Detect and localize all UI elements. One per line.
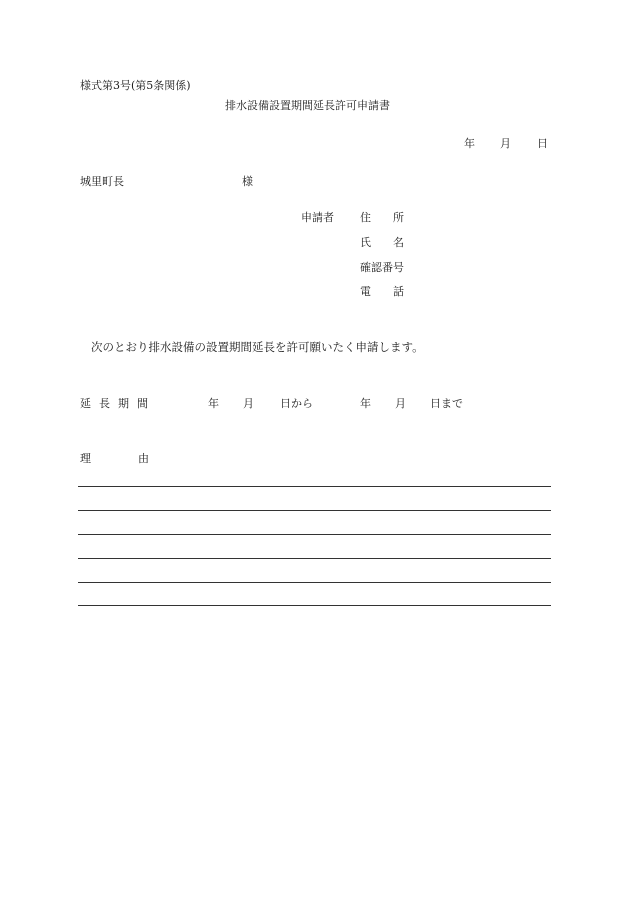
document-title: 排水設備設置期間延長許可申請書 [225,99,390,112]
applicant-label: 申請者 [301,211,334,224]
phone-label-2: 話 [393,285,404,298]
extension-to-month: 月 [395,397,406,410]
reason-line [78,486,551,487]
addressee-name: 城里町長 [80,175,124,188]
name-label-1: 氏 [360,236,371,249]
extension-from-day: 日から [280,397,313,410]
reason-line [78,605,551,606]
application-statement: 次のとおり排水設備の設置期間延長を許可願いたく申請します。 [91,340,424,354]
reason-label-2: 由 [138,452,149,465]
form-number: 様式第3号(第5条関係) [80,79,191,92]
reason-line [78,582,551,583]
confirm-number-label: 確認番号 [360,261,404,274]
extension-to-year: 年 [360,397,371,410]
extension-label-1: 延 [80,397,91,410]
name-label-2: 名 [393,236,404,249]
extension-to-day: 日まで [430,397,463,410]
phone-label-1: 電 [360,285,371,298]
reason-label-1: 理 [80,452,91,465]
address-label-1: 住 [360,211,371,224]
extension-label-3: 期 [118,397,129,410]
reason-line [78,558,551,559]
address-label-2: 所 [393,211,404,224]
extension-label-2: 長 [99,397,110,410]
extension-from-year: 年 [208,397,219,410]
date-day-label: 日 [537,137,548,150]
extension-from-month: 月 [243,397,254,410]
date-year-label: 年 [464,137,475,150]
date-month-label: 月 [500,137,511,150]
reason-line [78,534,551,535]
extension-label-4: 間 [137,397,148,410]
addressee-honorific: 様 [242,175,253,188]
reason-line [78,510,551,511]
